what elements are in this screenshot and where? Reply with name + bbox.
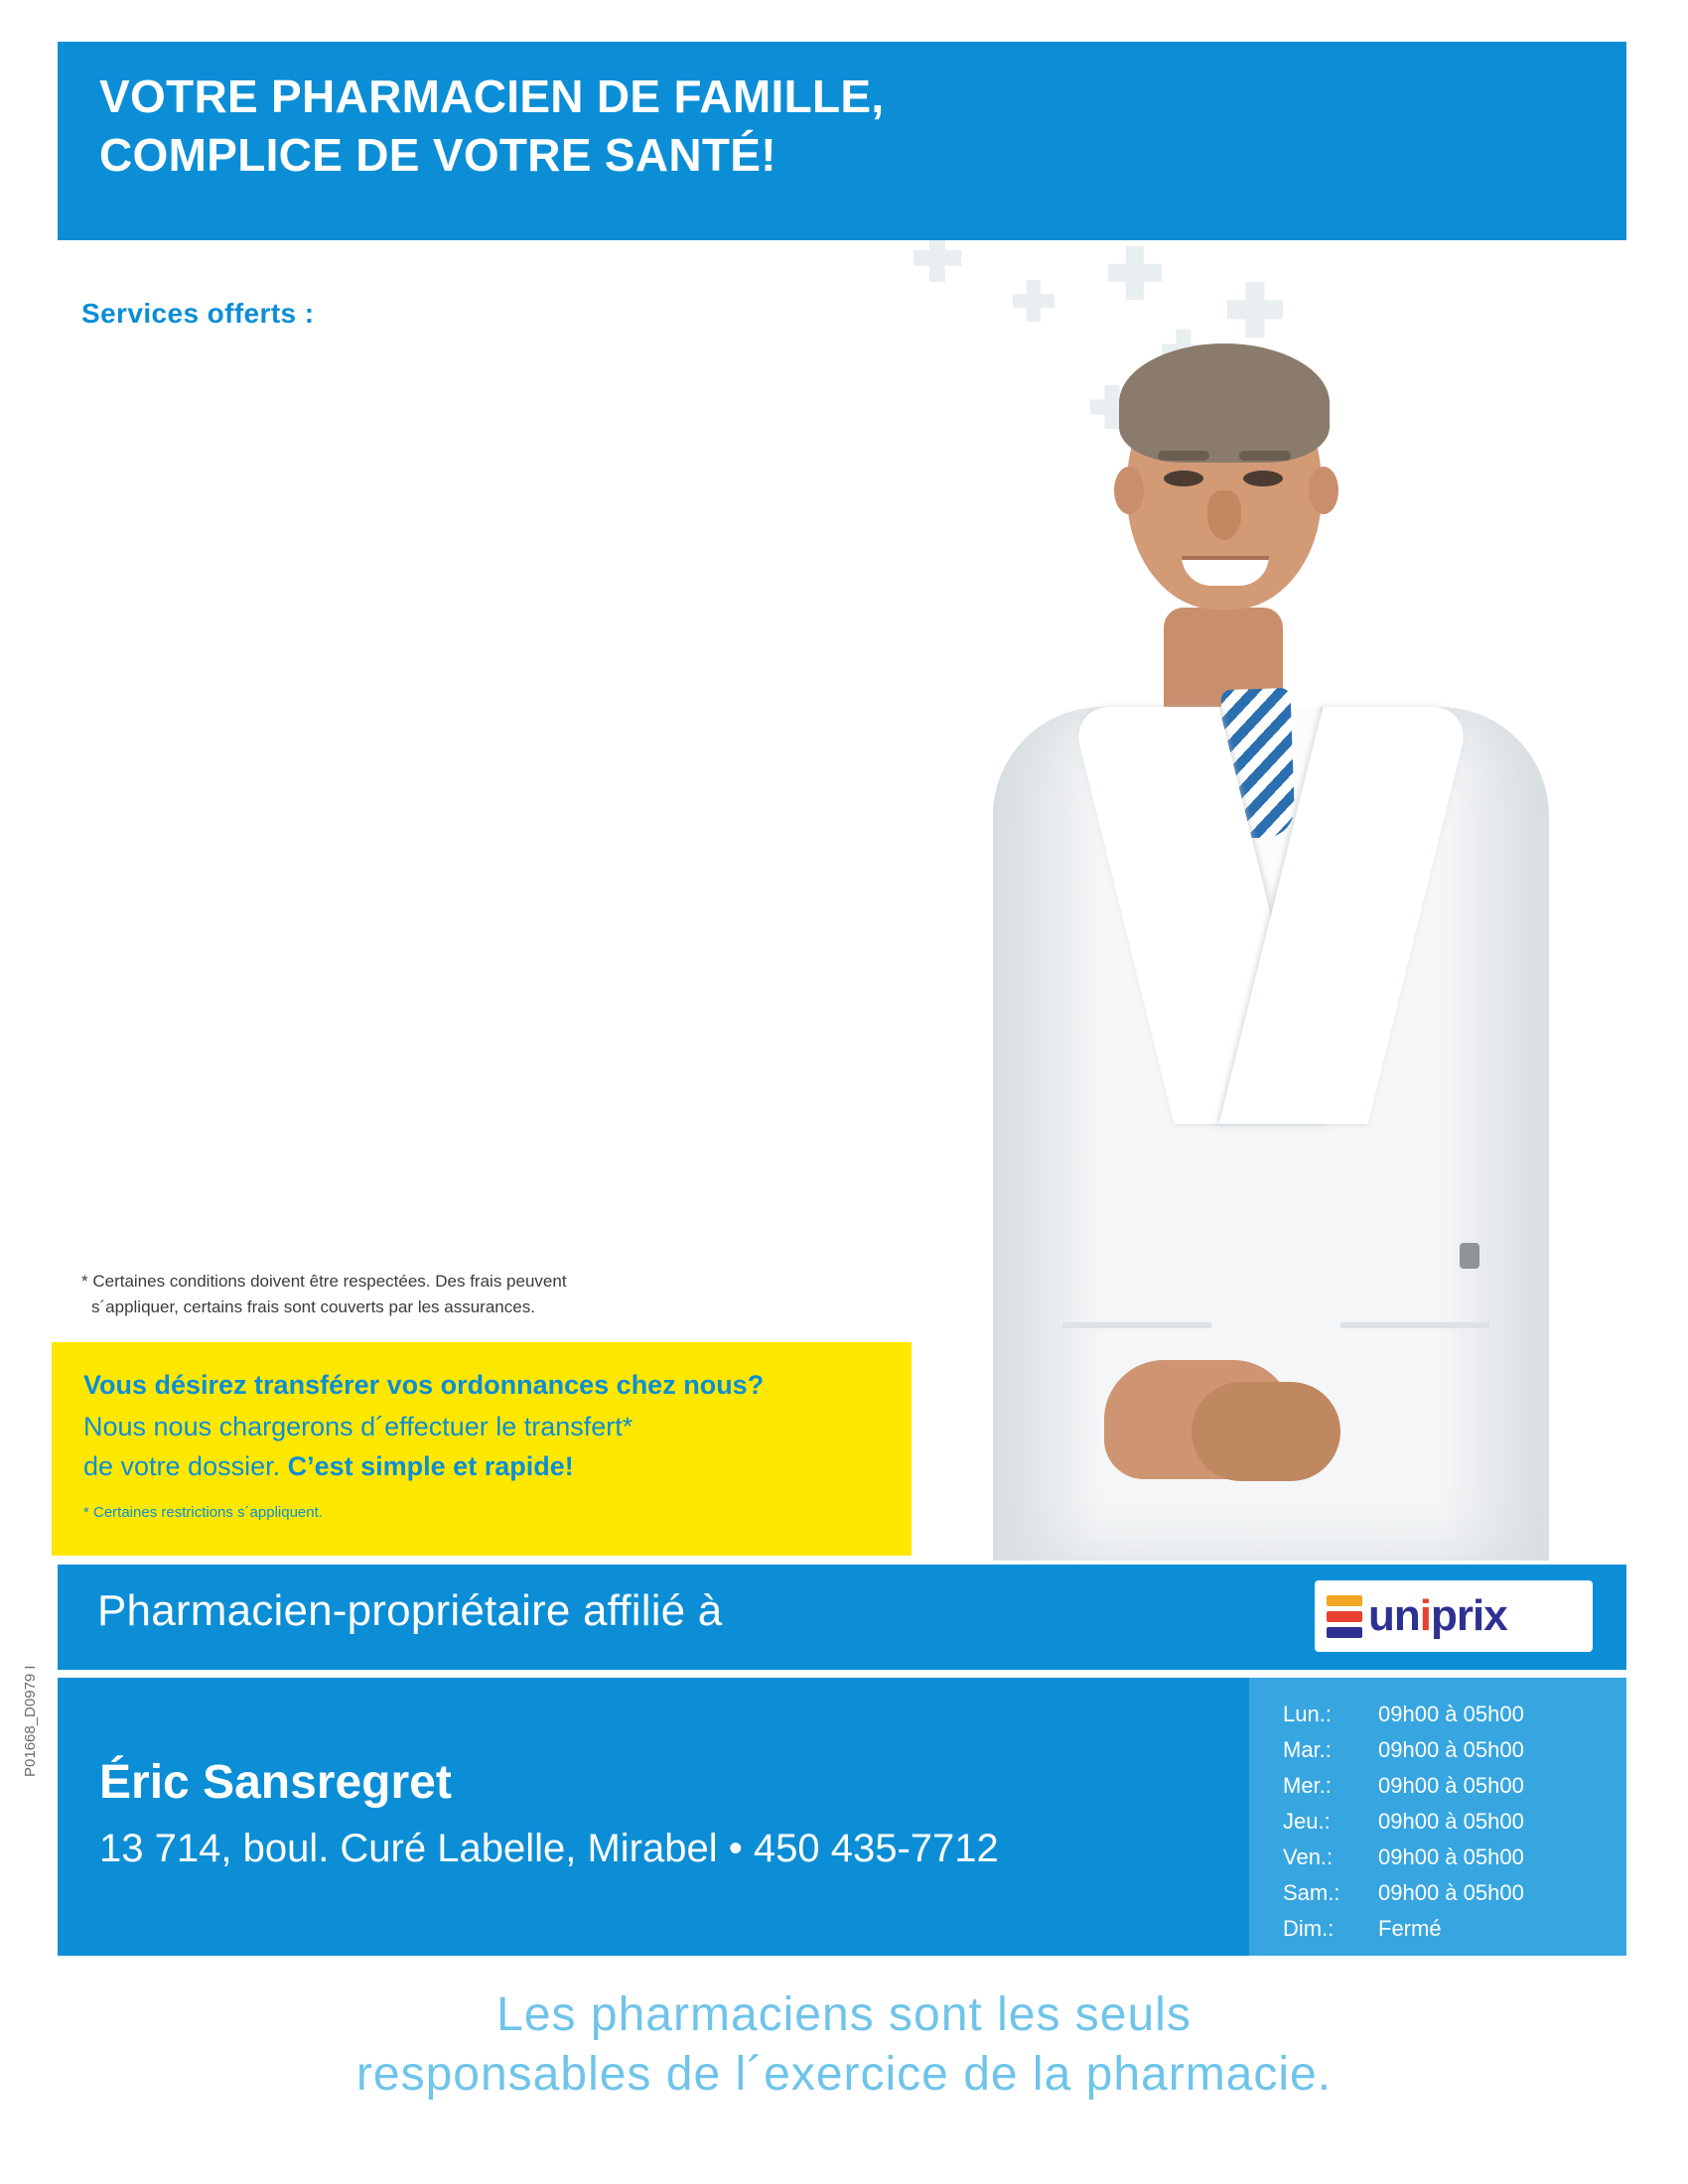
affiliate-band (58, 1565, 1626, 1670)
uniprix-word-part2: i (1419, 1591, 1431, 1640)
hours-day-label: Dim.: (1283, 1916, 1335, 1941)
ear-left (1114, 467, 1144, 514)
uniprix-wordmark (1368, 1591, 1507, 1641)
hours-day-label: Ven.: (1283, 1844, 1334, 1869)
hair-shape (1119, 343, 1330, 463)
hours-day-label: Jeu.: (1283, 1809, 1331, 1834)
eye-left (1164, 471, 1203, 486)
tagline-line-2: responsables de l´exercice de la pharmacie. (355, 2048, 1333, 2101)
eyebrow-left (1158, 451, 1209, 461)
hours-value: 09h00 à 05h00 (1378, 1737, 1524, 1762)
hours-value: 09h00 à 05h00 (1378, 1844, 1524, 1869)
coat-shadow-left (993, 707, 1102, 1561)
hours-value: 09h00 à 05h00 (1378, 1702, 1524, 1726)
header-line-2: COMPLICE DE VOTRE SANTÉ! (99, 128, 776, 181)
transfer-headline: Vous désirez transférer vos ordonnances chez nous? (83, 1370, 765, 1400)
document-reference-code: P01668_D0979 I (22, 1665, 39, 1777)
transfer-body-line-1: Nous nous chargerons d´effectuer le transfert* (83, 1412, 633, 1441)
nose-shape (1207, 490, 1241, 540)
uniprix-logo (1315, 1580, 1593, 1652)
pharmacist-illustration (874, 240, 1626, 1561)
pharmacy-address-and-phone: 13 714, boul. Curé Labelle, Mirabel • 450 435-7712 (99, 1827, 999, 1870)
services-offered-label: Services offerts : (81, 298, 315, 329)
transfer-prescriptions-box (52, 1342, 912, 1556)
coat-pocket-left (1062, 1322, 1211, 1328)
hours-value: 09h00 à 05h00 (1378, 1809, 1524, 1834)
header-band (58, 42, 1626, 240)
transfer-body-line-2-normal: de votre dossier. (83, 1451, 288, 1481)
pharmacist-photo (874, 240, 1626, 1561)
hours-day-label: Lun.: (1283, 1702, 1332, 1726)
legal-tagline (0, 1985, 1688, 2105)
pharmacist-name: Éric Sansregret (99, 1756, 452, 1809)
hours-row (1249, 1775, 1626, 1811)
hand-right (1192, 1382, 1340, 1481)
uniprix-word-part1: un (1368, 1591, 1420, 1640)
coat-pocket-right (1340, 1322, 1489, 1328)
hours-day-label: Sam.: (1283, 1880, 1340, 1905)
transfer-restrictions-note: * Certaines restrictions s´appliquent. (83, 1504, 323, 1521)
affiliate-text: Pharmacien-propriétaire affilié à (97, 1586, 723, 1635)
hours-day-label: Mar.: (1283, 1737, 1332, 1762)
eye-right (1243, 471, 1283, 486)
name-badge (1460, 1243, 1479, 1269)
hours-value: 09h00 à 05h00 (1378, 1773, 1524, 1798)
transfer-body-line-2 (83, 1451, 574, 1482)
header-line-1: VOTRE PHARMACIEN DE FAMILLE, (99, 70, 885, 122)
contact-block (58, 1678, 1626, 1956)
coat-shadow-right (1440, 707, 1549, 1561)
hours-row (1249, 1846, 1626, 1882)
hours-value: 09h00 à 05h00 (1378, 1880, 1524, 1905)
hours-row (1249, 1882, 1626, 1918)
hours-value: Fermé (1378, 1916, 1442, 1941)
eyebrow-right (1239, 451, 1291, 461)
hours-row (1249, 1739, 1626, 1775)
footnote-line-2: s´appliquer, certains frais sont couverts par les assurances. (91, 1297, 535, 1316)
uniprix-word-part3: prix (1431, 1591, 1507, 1640)
page-title (99, 68, 1489, 185)
hours-row (1249, 1811, 1626, 1846)
hours-row (1249, 1918, 1626, 1954)
hours-row (1249, 1704, 1626, 1739)
transfer-body-line-2-bold: C’est simple et rapide! (287, 1451, 574, 1481)
tagline-line-1: Les pharmaciens sont les seuls (496, 1988, 1192, 2041)
footnote-line-1: * Certaines conditions doivent être respectées. Des frais peuvent (81, 1272, 567, 1291)
hours-day-label: Mer.: (1283, 1773, 1332, 1798)
opening-hours-panel (1249, 1678, 1626, 1956)
conditions-footnote (81, 1269, 717, 1319)
ear-right (1309, 467, 1338, 514)
uniprix-bars-icon (1327, 1593, 1362, 1639)
